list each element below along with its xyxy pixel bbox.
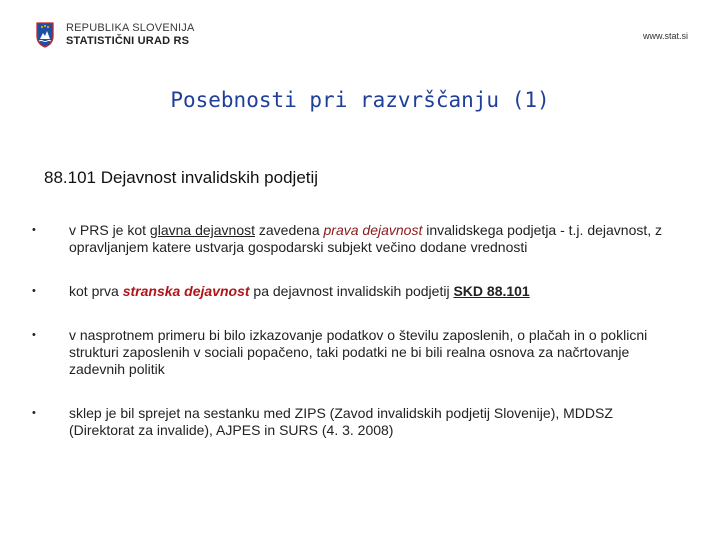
bullet-item: [0, 283, 720, 300]
website-url: www.stat.si: [642, 31, 688, 41]
bullet-text: invalidskega podjetja - t.j. dejavnost, z opravljanjem katere ustvarja gospodarski subjekt večino dodane vrednosti: [69, 222, 663, 255]
term-main-activity: glavna dejavnost: [149, 222, 255, 238]
bullet-item: [0, 405, 720, 439]
bullet-text: pa dejavnost invalidskih podjetij: [249, 283, 454, 299]
slide-title: Posebnosti pri razvrščanju (1): [170, 88, 550, 112]
logo-line-office: STATISTIČNI URAD RS: [66, 35, 190, 47]
bullet-icon: •: [32, 285, 36, 297]
slovenia-crest-icon: [36, 22, 54, 48]
bullet-list: [0, 222, 720, 439]
term-real-activity: prava dejavnost: [323, 222, 423, 238]
bullet-item: [0, 327, 720, 378]
term-secondary-activity: stranska dejavnost: [122, 283, 250, 299]
bullet-text: v nasprotnem primeru bi bilo izkazovanje podatkov o številu zaposlenih, o plačah in o poklicni strukturi zaposlenih v sociali popačeno, taki podatki ne bi bili realna osnova za načrtovanje zadevnih politik: [69, 327, 648, 377]
logo: [36, 22, 195, 48]
logo-line-republic: REPUBLIKA SLOVENIJA: [66, 22, 195, 34]
bullet-text: sklep je bil sprejet na sestanku med ZIPS (Zavod invalidskih podjetij Slovenije), MDDSZ (Direktorat za invalide), AJPES in SURS (4. 3. 2008): [69, 405, 613, 438]
bullet-icon: •: [32, 329, 36, 341]
bullet-icon: •: [32, 224, 36, 236]
slide-subtitle: 88.101 Dejavnost invalidskih podjetij: [44, 168, 319, 187]
bullet-text: v PRS je kot: [69, 222, 150, 238]
skd-code: SKD 88.101: [453, 283, 530, 299]
bullet-text: kot prva: [69, 283, 123, 299]
bullet-item: [0, 222, 720, 256]
bullet-text: zavedena: [255, 222, 324, 238]
bullet-icon: •: [32, 407, 36, 419]
